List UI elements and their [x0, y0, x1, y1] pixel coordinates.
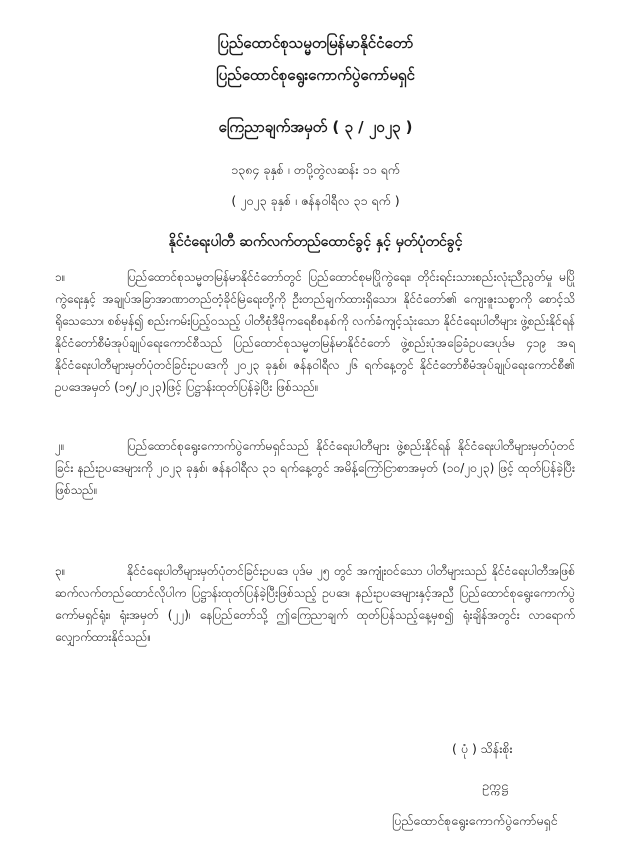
- signatory-organization: ပြည်ထောင်စုရွေးကောက်ပွဲကော်မရှင်: [392, 813, 558, 828]
- paragraph-text: နိုင်ငံရေးပါတီများမှတ်ပုံတင်ခြင်းဥပဒေ ပုဒ်မ ၂၅ တွင် အကျုံးဝင်သော ပါတီများသည် နိုင်ငံရေးပါတီအဖြစ် ဆက်လက်တည်ထောင်လိုပါက ပြဋ္ဌာန်းထုတ်ပြန်ခဲ့ပြီးဖြစ်သည့် ဥပဒေ၊ နည်းဥပဒေများနှင့်အညီ ပြည်ထောင်စုရွေးကောက်ပွဲကော်မရှင်ရုံး၊ ရုံးအမှတ် (၂၂)၊ နေပြည်တော်သို့ ဤကြေညာချက် ထုတ်ပြန်သည့်နေ့မှစ၍ ရုံးချိန်အတွင်း လာရောက်လျှောက်ထားနိုင်သည်။: [55, 564, 575, 644]
- date-gregorian: ( ၂၀၂၃ ခုနှစ် ၊ ဇန်နဝါရီလ ၃၁ ရက် ): [231, 193, 400, 208]
- header-commission: ပြည်ထောင်စုရွေးကောက်ပွဲကော်မရှင်: [216, 66, 415, 84]
- paragraph-text: ပြည်ထောင်စုသမ္မတမြန်မာနိုင်ငံတော်တွင် ပြည်ထောင်စုမပြိုကွဲရေး၊ တိုင်းရင်းသားစည်းလုံးညီညွတ်မှု မပြိုကွဲရေးနှင့် အချုပ်အခြာအာဏာတည်တံ့ခိုင်မြဲရေးတို့ကို ဦးတည်ချက်ထားရှိသော၊ နိုင်ငံတော်၏ ကျေးဇူးသစ္စာကို စောင့်သိရိုသေသော၊ စစ်မှန်၍ စည်းကမ်းပြည့်ဝသည့် ပါတီစုံဒီမိုကရေစီစနစ်ကို လက်ခံကျင့်သုံးသော နိုင်ငံရေးပါတီများ ဖွဲ့စည်းနိုင်ရန် နိုင်ငံတော်စီမံအုပ်ချုပ်ရေးကောင်စီသည် ပြည်ထောင်စုသမ္မတမြန်မာနိုင်ငံတော် ဖွဲ့စည်းပုံအခြေခံဥပဒေပုဒ်မ ၄၁၉ အရ နိုင်ငံရေးပါတီများမှတ်ပုံတင်ခြင်းဥပဒေကို ၂၀၂၃ ခုနှစ်၊ ဇန်နဝါရီလ ၂၆ ရက်နေ့တွင် နိုင်ငံတော်စီမံအုပ်ချုပ်ရေးကောင်စီ၏ ဥပဒေအမှတ် (၁၅/၂၀၂၃)ဖြင့် ပြဋ္ဌာန်းထုတ်ပြန်ခဲ့ပြီး ဖြစ်သည်။: [55, 270, 575, 394]
- header-country: ပြည်ထောင်စုသမ္မတမြန်မာနိုင်ငံတော်: [217, 34, 414, 52]
- paragraph-1: [55, 266, 575, 398]
- signatory-title: ဥက္ကဋ္ဌ: [482, 778, 508, 793]
- paragraph-text: ပြည်ထောင်စုရွေးကောက်ပွဲကော်မရှင်သည် နိုင်ငံရေးပါတီများ ဖွဲ့စည်းနိုင်ရန် နိုင်ငံရေးပါတီများမှတ်ပုံတင်ခြင်း နည်းဥပဒေများကို ၂၀၂၃ ခုနှစ်၊ ဇန်နဝါရီလ ၃၁ ရက်နေ့တွင် အမိန့်ကြော်ငြာစာအမှတ် (၁၀/၂၀၂၃) ဖြင့် ထုတ်ပြန်ခဲ့ပြီး ဖြစ်သည်။: [55, 439, 575, 497]
- paragraph-number: ၁။: [55, 270, 66, 284]
- date-myanmar: ၁၃၈၄ ခုနှစ် ၊ တပို့တွဲလဆန်း ၁၁ ရက်: [231, 162, 400, 177]
- paragraph-2: [55, 435, 575, 501]
- signatory-name: ( ပုံ ) သိန်းစိုး: [452, 741, 513, 756]
- paragraph-3: [55, 560, 575, 648]
- announcement-subject: နိုင်ငံရေးပါတီ ဆက်လက်တည်ထောင်ခွင့် နှင့် မှတ်ပုံတင်ခွင့်: [168, 234, 463, 250]
- announcement-number: ကြေညာချက်အမှတ် ( ၃ / ၂၀၂၃ ): [218, 118, 413, 136]
- paragraph-number: ၂။: [55, 439, 65, 453]
- paragraph-number: ၃။: [55, 564, 66, 578]
